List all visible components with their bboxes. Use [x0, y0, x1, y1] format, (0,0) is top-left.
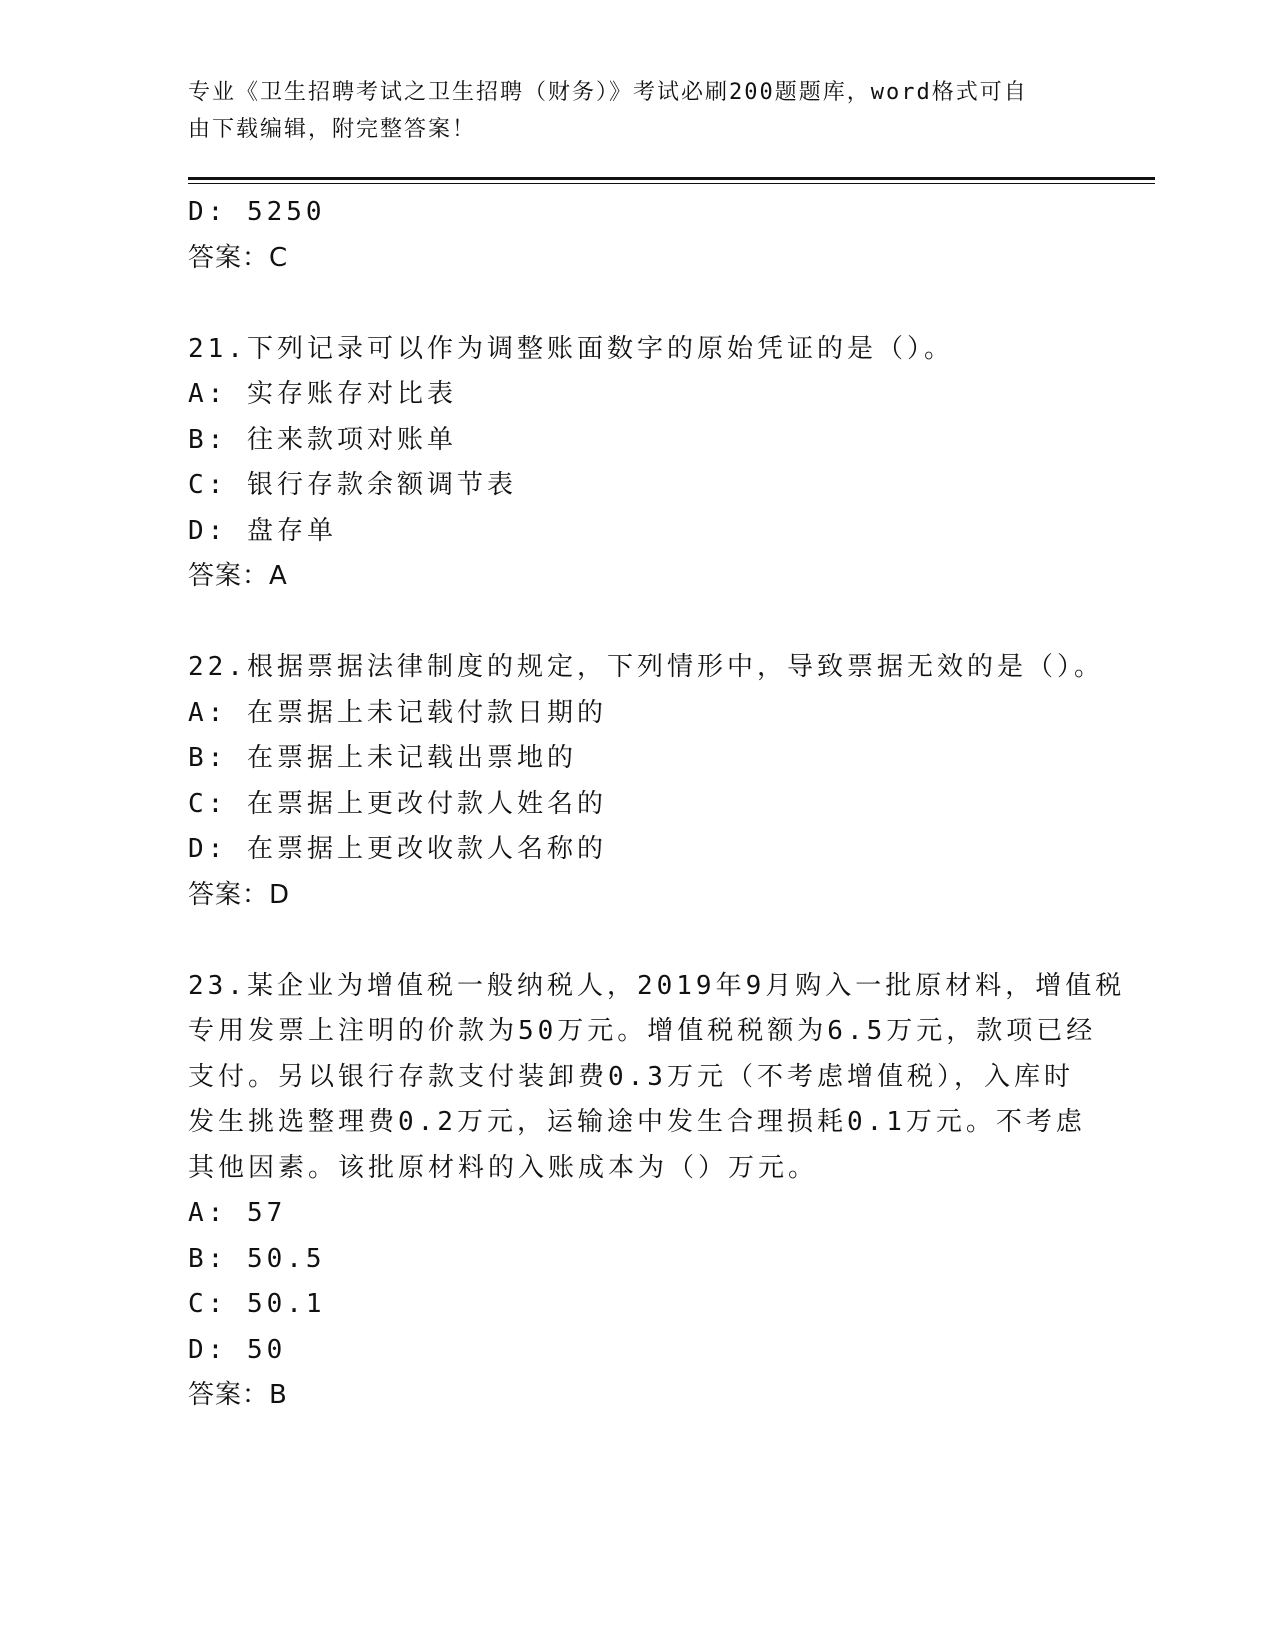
question-stem: 22.根据票据法律制度的规定，下列情形中，导致票据无效的是（）。: [188, 652, 1104, 682]
header-divider-thin: [188, 183, 1155, 184]
spacer: [188, 281, 1088, 327]
header-line-2: 由下载编辑，附完整答案！: [188, 117, 477, 142]
answer: 答案：A: [188, 561, 288, 591]
question-stem: 21.下列记录可以作为调整账面数字的原始凭证的是（）。: [188, 333, 954, 364]
header-divider-thick: [188, 177, 1155, 180]
prev-answer: 答案：C: [188, 242, 289, 273]
option-b: B: 往来款项对账单: [188, 424, 457, 455]
option-d: D: 在票据上更改收款人名称的: [188, 834, 607, 864]
question-stem-line-3: 支付。另以银行存款支付装卸费0.3万元（不考虑增值税），入库时: [188, 1061, 1074, 1092]
header-line-1: 专业《卫生招聘考试之卫生招聘（财务）》考试必刷200题题库，word格式可自: [188, 80, 1028, 105]
question-21: [188, 327, 1088, 600]
question-23: [188, 964, 1126, 1419]
question-stem-line-4: 发生挑选整理费0.2万元，运输途中发生合理损耗0.1万元。不考虑: [188, 1107, 1086, 1137]
option-b: B: 50.5: [188, 1243, 326, 1274]
question-stem-line-2: 专用发票上注明的价款为50万元。增值税税额为6.5万元，款项已经: [188, 1016, 1097, 1046]
question-stem-line-5: 其他因素。该批原材料的入账成本为（）万元。: [188, 1152, 819, 1183]
option-a: A: 57: [188, 1198, 287, 1228]
prev-option-d: D: 5250: [188, 197, 326, 227]
question-stem-line-1: 23.某企业为增值税一般纳税人，2019年9月购入一批原材料，增值税: [188, 970, 1126, 1001]
option-d: D: 50: [188, 1334, 287, 1365]
answer: 答案：B: [188, 1380, 288, 1410]
spacer: [188, 600, 1088, 646]
question-22: [188, 645, 1104, 918]
option-b: B: 在票据上未记载出票地的: [188, 743, 577, 773]
option-c: C: 在票据上更改付款人姓名的: [188, 788, 607, 819]
answer: 答案：D: [188, 879, 291, 910]
option-d: D: 盘存单: [188, 515, 337, 546]
option-a: A: 在票据上未记载付款日期的: [188, 697, 607, 728]
option-a: A: 实存账存对比表: [188, 379, 457, 409]
page-header: [188, 74, 1078, 148]
option-c: C: 50.1: [188, 1289, 326, 1319]
question-content: [188, 190, 1126, 1419]
spacer: [188, 918, 1088, 964]
option-c: C: 银行存款余额调节表: [188, 470, 517, 500]
